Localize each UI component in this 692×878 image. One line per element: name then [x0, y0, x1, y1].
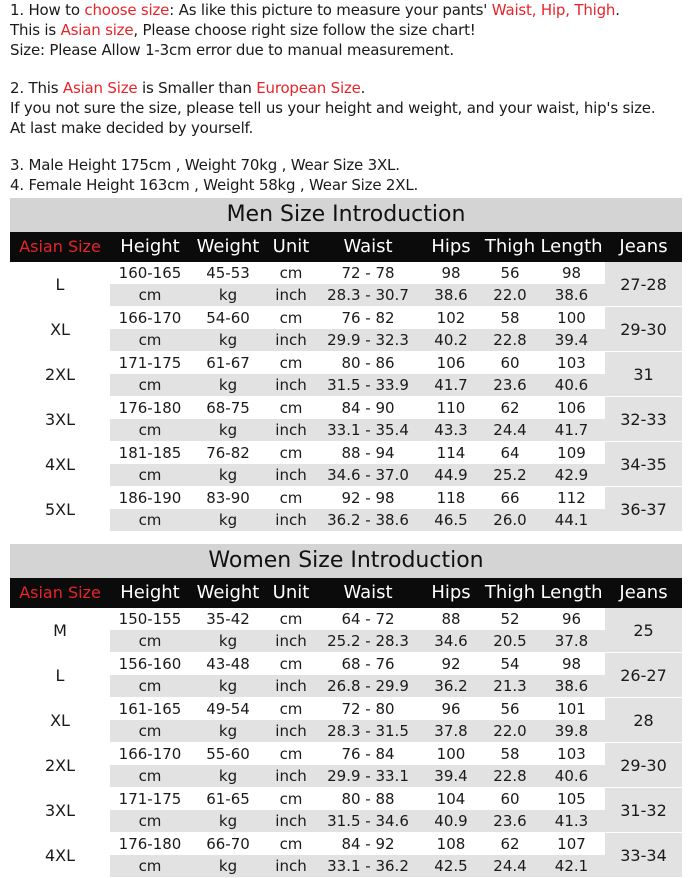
weight-unit-cell: kg — [218, 376, 238, 394]
size-cell: 4XL — [10, 833, 110, 877]
weight-unit-cell: kg — [218, 812, 238, 830]
hips-cell: 98 — [441, 264, 461, 282]
table-row — [10, 487, 682, 532]
thigh-cell: 58 — [500, 745, 520, 763]
women-table-header — [10, 578, 682, 608]
thigh-inch-cell: 22.8 — [493, 331, 527, 349]
note-line-4: 2. This Asian Size is Smaller than European Size. — [10, 79, 366, 97]
hips-inch-cell: 46.5 — [434, 511, 468, 529]
jeans-cell: 25 — [605, 608, 682, 652]
waist-cell: 76 - 82 — [341, 309, 395, 327]
height-cell: 171-175 — [118, 790, 182, 808]
table-row — [10, 743, 682, 788]
hips-inch-cell: 41.7 — [434, 376, 468, 394]
size-cell: XL — [10, 698, 110, 742]
unit-cell: inch — [275, 812, 307, 830]
col-height: Height — [120, 582, 180, 603]
thigh-cell: 64 — [500, 444, 520, 462]
thigh-cell: 60 — [500, 790, 520, 808]
table-row — [10, 352, 682, 397]
col-unit: Unit — [272, 582, 310, 603]
thigh-inch-cell: 24.4 — [493, 857, 527, 875]
weight-cell: 49-54 — [206, 700, 250, 718]
men-table-title: Men Size Introduction — [10, 198, 682, 232]
hips-cell: 104 — [436, 790, 466, 808]
waist-inch-cell: 31.5 - 33.9 — [327, 376, 409, 394]
unit-cell: cm — [279, 489, 303, 507]
height-unit-cell: cm — [138, 511, 162, 529]
col-height: Height — [120, 236, 180, 257]
hips-inch-cell: 40.9 — [434, 812, 468, 830]
length-inch-cell: 41.7 — [554, 421, 589, 439]
weight-cell: 76-82 — [206, 444, 250, 462]
waist-cell: 84 - 90 — [341, 399, 395, 417]
length-cell: 103 — [557, 354, 586, 372]
col-waist: Waist — [343, 236, 393, 257]
height-cell: 160-165 — [118, 264, 182, 282]
note-line-5: If you not sure the size, please tell us your height and weight, and your waist, hip's size. — [10, 99, 656, 117]
size-notes — [10, 0, 690, 195]
length-cell: 103 — [557, 745, 586, 763]
thigh-cell: 52 — [500, 610, 520, 628]
weight-cell: 35-42 — [206, 610, 250, 628]
hips-cell: 114 — [436, 444, 466, 462]
size-cell: 2XL — [10, 352, 110, 396]
hips-cell: 106 — [436, 354, 466, 372]
jeans-cell: 34-35 — [605, 442, 682, 486]
length-inch-cell: 39.4 — [554, 331, 589, 349]
length-inch-cell: 37.8 — [554, 632, 589, 650]
weight-unit-cell: kg — [218, 722, 238, 740]
women-size-table — [10, 544, 682, 878]
height-cell: 150-155 — [118, 610, 182, 628]
weight-cell: 61-67 — [206, 354, 250, 372]
length-cell: 100 — [557, 309, 586, 327]
weight-cell: 83-90 — [206, 489, 250, 507]
jeans-cell: 31-32 — [605, 788, 682, 832]
col-asian-size: Asian Size — [19, 237, 101, 256]
weight-unit-cell: kg — [218, 632, 238, 650]
size-cell: 2XL — [10, 743, 110, 787]
unit-cell: inch — [275, 857, 307, 875]
weight-unit-cell: kg — [218, 286, 238, 304]
length-cell: 112 — [557, 489, 586, 507]
col-hips: Hips — [431, 582, 471, 603]
weight-cell: 66-70 — [206, 835, 250, 853]
men-table-header — [10, 232, 682, 262]
jeans-cell: 26-27 — [605, 653, 682, 697]
waist-cell: 92 - 98 — [341, 489, 395, 507]
jeans-cell: 33-34 — [605, 833, 682, 877]
unit-cell: inch — [275, 767, 307, 785]
unit-cell: cm — [279, 700, 303, 718]
jeans-cell: 31 — [605, 352, 682, 396]
hips-inch-cell: 38.6 — [434, 286, 468, 304]
size-cell: L — [10, 653, 110, 697]
unit-cell: inch — [275, 632, 307, 650]
thigh-cell: 62 — [500, 399, 520, 417]
weight-unit-cell: kg — [218, 857, 238, 875]
hips-inch-cell: 37.8 — [434, 722, 468, 740]
height-unit-cell: cm — [138, 812, 162, 830]
waist-cell: 80 - 88 — [341, 790, 395, 808]
weight-unit-cell: kg — [218, 767, 238, 785]
hips-inch-cell: 43.3 — [434, 421, 468, 439]
height-cell: 161-165 — [118, 700, 182, 718]
waist-cell: 64 - 72 — [341, 610, 395, 628]
note-line-1: 1. How to choose size: As like this picture to measure your pants' Waist, Hip, Thigh. — [10, 1, 620, 19]
unit-cell: cm — [279, 655, 303, 673]
weight-cell: 61-65 — [206, 790, 250, 808]
height-unit-cell: cm — [138, 466, 162, 484]
table-row — [10, 833, 682, 878]
col-weight: Weight — [196, 582, 260, 603]
size-cell: 5XL — [10, 487, 110, 531]
jeans-cell: 36-37 — [605, 487, 682, 531]
length-cell: 106 — [557, 399, 586, 417]
length-inch-cell: 42.9 — [554, 466, 589, 484]
hips-inch-cell: 40.2 — [434, 331, 468, 349]
unit-cell: cm — [279, 610, 303, 628]
jeans-cell: 29-30 — [605, 307, 682, 351]
height-unit-cell: cm — [138, 331, 162, 349]
waist-cell: 72 - 78 — [341, 264, 395, 282]
table-row — [10, 788, 682, 833]
length-inch-cell: 38.6 — [554, 286, 589, 304]
height-unit-cell: cm — [138, 857, 162, 875]
col-weight: Weight — [196, 236, 260, 257]
thigh-inch-cell: 22.0 — [493, 722, 527, 740]
table-row — [10, 608, 682, 653]
hips-cell: 96 — [441, 700, 461, 718]
weight-unit-cell: kg — [218, 677, 238, 695]
waist-cell: 80 - 86 — [341, 354, 395, 372]
length-inch-cell: 40.6 — [554, 767, 589, 785]
thigh-cell: 66 — [500, 489, 520, 507]
waist-inch-cell: 34.6 - 37.0 — [327, 466, 409, 484]
length-cell: 98 — [561, 655, 582, 673]
height-unit-cell: cm — [138, 376, 162, 394]
note-line-2: This is Asian size, Please choose right size follow the size chart! — [10, 21, 476, 39]
note-line-8: 4. Female Height 163cm , Weight 58kg , Wear Size 2XL. — [10, 176, 419, 194]
size-cell: L — [10, 262, 110, 306]
height-unit-cell: cm — [138, 286, 162, 304]
length-cell: 105 — [557, 790, 586, 808]
height-cell: 176-180 — [118, 835, 182, 853]
table-row — [10, 397, 682, 442]
hips-inch-cell: 34.6 — [434, 632, 468, 650]
col-waist: Waist — [343, 582, 393, 603]
thigh-inch-cell: 23.6 — [493, 376, 527, 394]
col-hips: Hips — [431, 236, 471, 257]
thigh-cell: 58 — [500, 309, 520, 327]
thigh-inch-cell: 20.5 — [493, 632, 527, 650]
size-cell: XL — [10, 307, 110, 351]
weight-unit-cell: kg — [218, 466, 238, 484]
col-length: Length — [540, 582, 603, 603]
thigh-inch-cell: 22.0 — [493, 286, 527, 304]
thigh-cell: 54 — [500, 655, 520, 673]
table-row — [10, 653, 682, 698]
jeans-cell: 28 — [605, 698, 682, 742]
height-unit-cell: cm — [138, 632, 162, 650]
jeans-cell: 32-33 — [605, 397, 682, 441]
length-cell: 109 — [557, 444, 586, 462]
waist-cell: 76 - 84 — [341, 745, 395, 763]
thigh-cell: 56 — [500, 700, 520, 718]
length-inch-cell: 44.1 — [554, 511, 589, 529]
thigh-inch-cell: 22.8 — [493, 767, 527, 785]
length-inch-cell: 42.1 — [554, 857, 589, 875]
hips-inch-cell: 36.2 — [434, 677, 468, 695]
length-cell: 101 — [557, 700, 586, 718]
jeans-cell: 29-30 — [605, 743, 682, 787]
length-inch-cell: 39.8 — [554, 722, 589, 740]
waist-inch-cell: 29.9 - 33.1 — [327, 767, 409, 785]
waist-inch-cell: 26.8 - 29.9 — [327, 677, 409, 695]
hips-inch-cell: 44.9 — [434, 466, 468, 484]
waist-inch-cell: 33.1 - 36.2 — [327, 857, 409, 875]
jeans-cell: 27-28 — [605, 262, 682, 306]
unit-cell: inch — [275, 331, 307, 349]
length-inch-cell: 38.6 — [554, 677, 589, 695]
col-jeans: Jeans — [619, 236, 668, 257]
hips-cell: 88 — [441, 610, 461, 628]
note-line-6: At last make decided by yourself. — [10, 119, 254, 137]
waist-cell: 84 - 92 — [341, 835, 395, 853]
unit-cell: inch — [275, 722, 307, 740]
table-row — [10, 262, 682, 307]
height-cell: 176-180 — [118, 399, 182, 417]
height-cell: 186-190 — [118, 489, 182, 507]
weight-cell: 43-48 — [206, 655, 250, 673]
waist-inch-cell: 29.9 - 32.3 — [327, 331, 409, 349]
weight-cell: 55-60 — [206, 745, 250, 763]
waist-inch-cell: 36.2 - 38.6 — [327, 511, 409, 529]
table-row — [10, 307, 682, 352]
hips-cell: 102 — [436, 309, 466, 327]
size-cell: 4XL — [10, 442, 110, 486]
col-jeans: Jeans — [619, 582, 668, 603]
col-thigh: Thigh — [484, 236, 536, 257]
hips-cell: 110 — [436, 399, 466, 417]
waist-inch-cell: 25.2 - 28.3 — [327, 632, 409, 650]
unit-cell: cm — [279, 835, 303, 853]
size-cell: 3XL — [10, 397, 110, 441]
thigh-cell: 62 — [500, 835, 520, 853]
length-inch-cell: 41.3 — [554, 812, 589, 830]
hips-inch-cell: 42.5 — [434, 857, 468, 875]
length-cell: 96 — [561, 610, 582, 628]
unit-cell: cm — [279, 444, 303, 462]
unit-cell: cm — [279, 790, 303, 808]
length-cell: 107 — [557, 835, 586, 853]
col-length: Length — [540, 236, 603, 257]
hips-cell: 118 — [436, 489, 466, 507]
women-rows — [10, 608, 682, 878]
weight-cell: 54-60 — [206, 309, 250, 327]
waist-inch-cell: 31.5 - 34.6 — [327, 812, 409, 830]
unit-cell: inch — [275, 286, 307, 304]
height-unit-cell: cm — [138, 722, 162, 740]
thigh-inch-cell: 23.6 — [493, 812, 527, 830]
height-cell: 166-170 — [118, 745, 182, 763]
height-unit-cell: cm — [138, 421, 162, 439]
waist-cell: 68 - 76 — [341, 655, 395, 673]
unit-cell: inch — [275, 677, 307, 695]
height-cell: 156-160 — [118, 655, 182, 673]
men-rows — [10, 262, 682, 532]
waist-inch-cell: 33.1 - 35.4 — [327, 421, 409, 439]
hips-cell: 92 — [441, 655, 461, 673]
waist-cell: 88 - 94 — [341, 444, 395, 462]
unit-cell: cm — [279, 309, 303, 327]
height-unit-cell: cm — [138, 677, 162, 695]
height-cell: 171-175 — [118, 354, 182, 372]
height-cell: 181-185 — [118, 444, 182, 462]
note-line-3: Size: Please Allow 1-3cm error due to manual measurement. — [10, 41, 454, 59]
unit-cell: cm — [279, 399, 303, 417]
table-row — [10, 698, 682, 743]
col-asian-size: Asian Size — [19, 583, 101, 602]
thigh-inch-cell: 24.4 — [493, 421, 527, 439]
hips-inch-cell: 39.4 — [434, 767, 468, 785]
unit-cell: cm — [279, 354, 303, 372]
hips-cell: 100 — [436, 745, 466, 763]
waist-inch-cell: 28.3 - 31.5 — [327, 722, 409, 740]
length-cell: 98 — [561, 264, 582, 282]
men-size-table — [10, 198, 682, 532]
thigh-inch-cell: 21.3 — [493, 677, 527, 695]
unit-cell: inch — [275, 421, 307, 439]
women-table-title: Women Size Introduction — [10, 544, 682, 578]
thigh-cell: 60 — [500, 354, 520, 372]
size-cell: 3XL — [10, 788, 110, 832]
weight-unit-cell: kg — [218, 511, 238, 529]
unit-cell: cm — [279, 745, 303, 763]
weight-cell: 45-53 — [206, 264, 250, 282]
unit-cell: inch — [275, 376, 307, 394]
note-line-7: 3. Male Height 175cm , Weight 70kg , Wear Size 3XL. — [10, 156, 400, 174]
size-cell: M — [10, 608, 110, 652]
thigh-cell: 56 — [500, 264, 520, 282]
height-unit-cell: cm — [138, 767, 162, 785]
thigh-inch-cell: 26.0 — [493, 511, 527, 529]
unit-cell: inch — [275, 466, 307, 484]
unit-cell: inch — [275, 511, 307, 529]
weight-unit-cell: kg — [218, 421, 238, 439]
weight-unit-cell: kg — [218, 331, 238, 349]
hips-cell: 108 — [436, 835, 466, 853]
table-row — [10, 442, 682, 487]
col-unit: Unit — [272, 236, 310, 257]
waist-cell: 72 - 80 — [341, 700, 395, 718]
thigh-inch-cell: 25.2 — [493, 466, 527, 484]
weight-cell: 68-75 — [206, 399, 250, 417]
height-cell: 166-170 — [118, 309, 182, 327]
waist-inch-cell: 28.3 - 30.7 — [327, 286, 409, 304]
unit-cell: cm — [279, 264, 303, 282]
length-inch-cell: 40.6 — [554, 376, 589, 394]
col-thigh: Thigh — [484, 582, 536, 603]
